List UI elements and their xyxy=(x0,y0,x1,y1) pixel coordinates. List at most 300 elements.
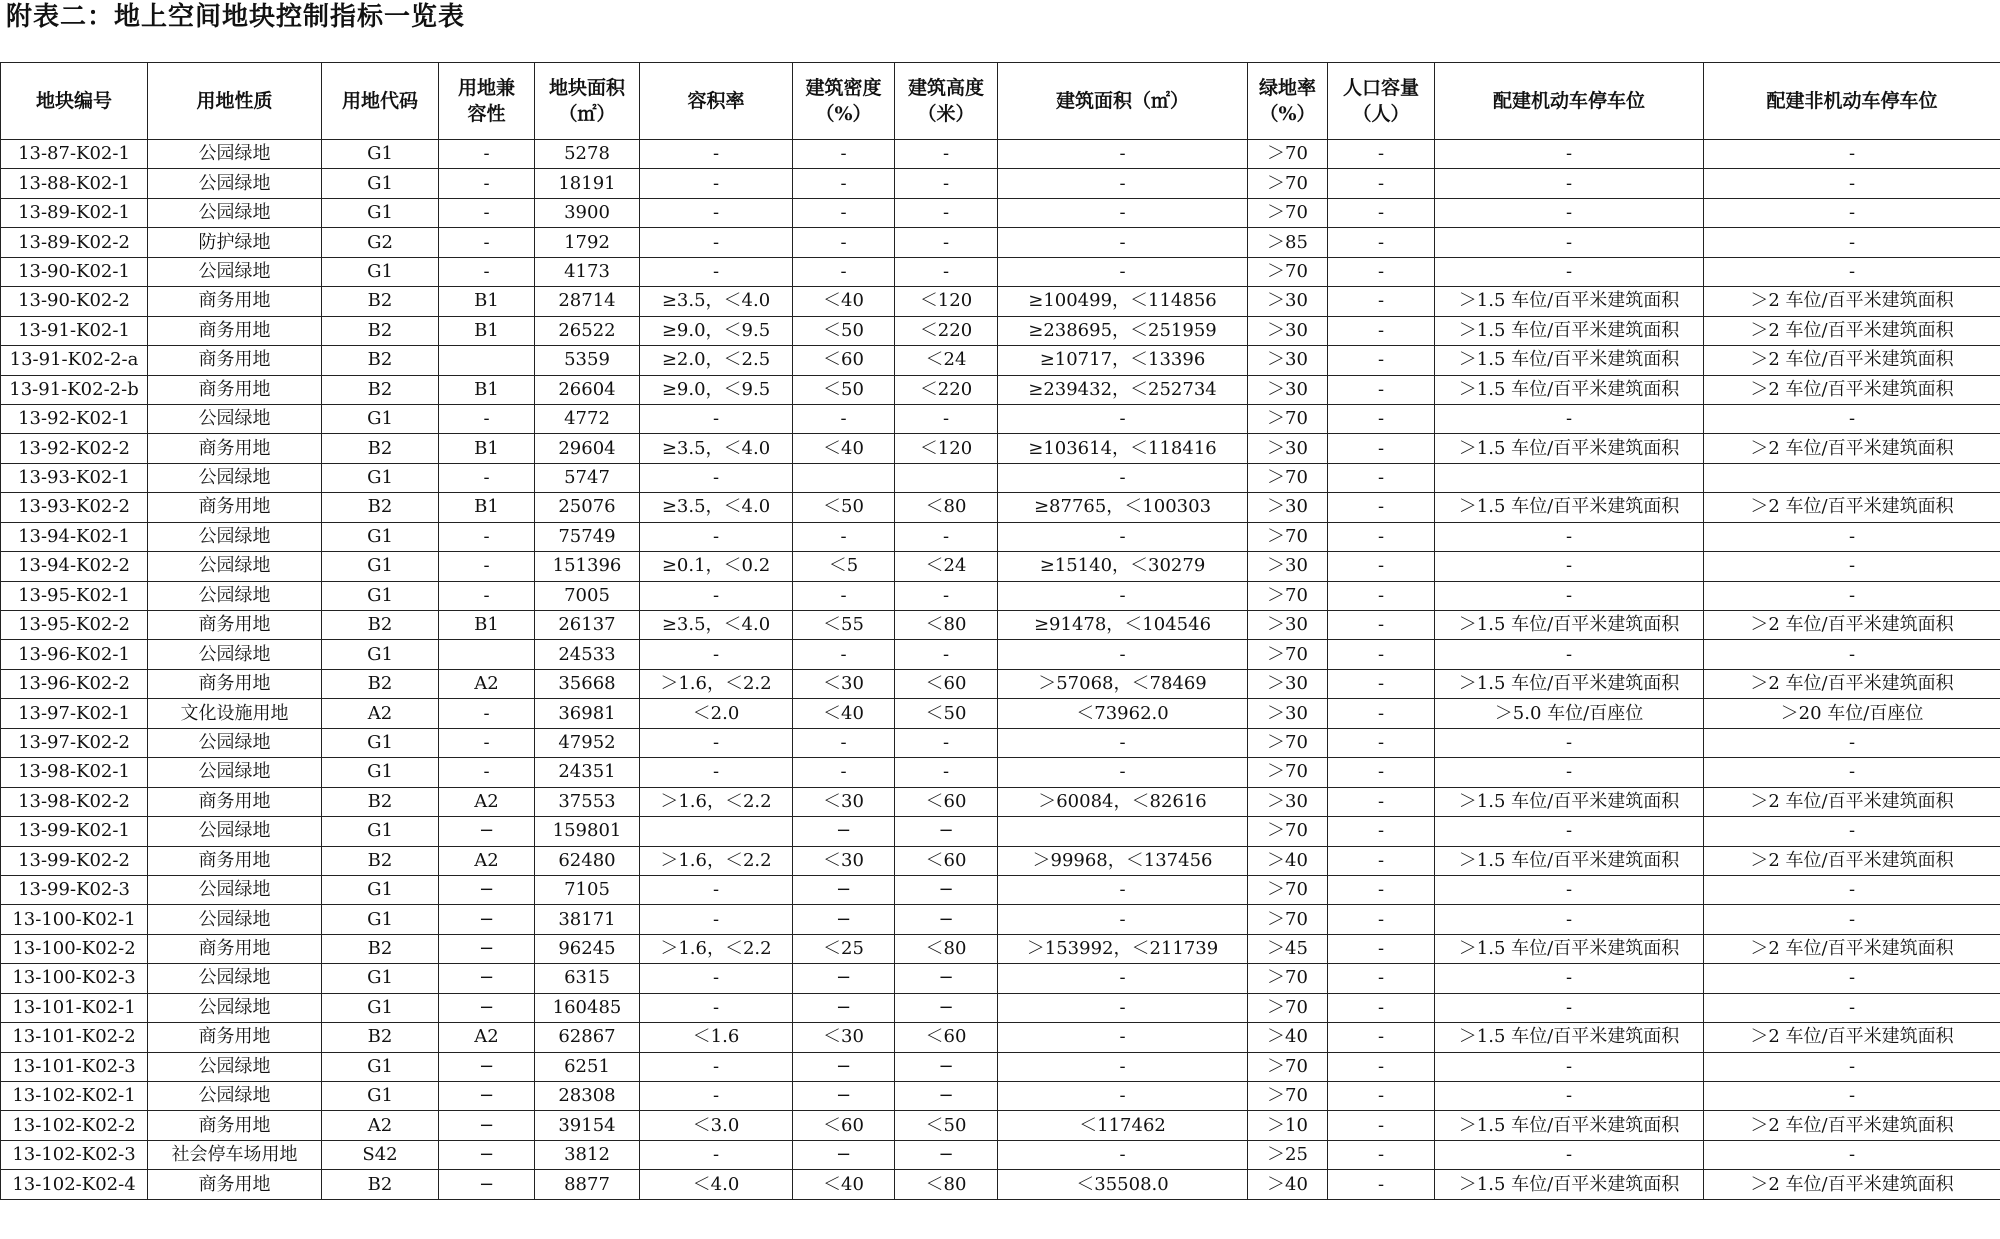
table-cell: ＞2 车位/百平米建筑面积 xyxy=(1704,493,2000,522)
table-cell: 13-98-K02-2 xyxy=(1,787,148,816)
table-cell: ＞30 xyxy=(1248,552,1328,581)
table-cell: ＜60 xyxy=(793,1111,895,1140)
table-cell: - xyxy=(895,640,998,669)
table-cell: ＜55 xyxy=(793,611,895,640)
table-cell: - xyxy=(1328,140,1435,169)
table-cell: ＞70 xyxy=(1248,1052,1328,1081)
table-cell: G1 xyxy=(322,1082,439,1111)
table-row xyxy=(1,669,2000,698)
table-cell: 公园绿地 xyxy=(148,140,322,169)
table-cell: 6251 xyxy=(535,1052,640,1081)
table-cell: - xyxy=(1328,934,1435,963)
table-cell: - xyxy=(1328,404,1435,433)
table-cell: - xyxy=(439,169,535,198)
table-cell: G1 xyxy=(322,581,439,610)
table-cell: - xyxy=(1328,493,1435,522)
table-cell: - xyxy=(640,140,793,169)
table-cell: 159801 xyxy=(535,817,640,846)
table-cell: ＜80 xyxy=(895,1170,998,1199)
table-cell: 37553 xyxy=(535,787,640,816)
table-cell: 5278 xyxy=(535,140,640,169)
table-cell: - xyxy=(1435,905,1704,934)
table-cell: - xyxy=(1328,522,1435,551)
table-cell: − xyxy=(439,1082,535,1111)
table-cell: 公园绿地 xyxy=(148,875,322,904)
table-cell: ＞70 xyxy=(1248,140,1328,169)
table-cell: 26604 xyxy=(535,375,640,404)
table-cell: - xyxy=(998,993,1248,1022)
table-cell: - xyxy=(1704,905,2000,934)
table-row xyxy=(1,346,2000,375)
table-cell: - xyxy=(1704,140,2000,169)
table-cell xyxy=(1435,463,1704,492)
table-cell: ＜25 xyxy=(793,934,895,963)
table-cell: ＜73962.0 xyxy=(998,699,1248,728)
table-cell: - xyxy=(793,228,895,257)
table-cell: - xyxy=(640,875,793,904)
table-row xyxy=(1,817,2000,846)
table-cell: G1 xyxy=(322,640,439,669)
table-cell: - xyxy=(1704,640,2000,669)
table-cell: ＞70 xyxy=(1248,257,1328,286)
table-cell: 28714 xyxy=(535,287,640,316)
table-cell: - xyxy=(640,993,793,1022)
table-cell: ＞70 xyxy=(1248,964,1328,993)
table-row xyxy=(1,1082,2000,1111)
table-cell: 13-91-K02-2-b xyxy=(1,375,148,404)
table-cell: ＜30 xyxy=(793,787,895,816)
table-cell: - xyxy=(640,257,793,286)
table-cell: 13-94-K02-2 xyxy=(1,552,148,581)
column-header: 人口容量 （人） xyxy=(1328,63,1435,140)
table-row xyxy=(1,287,2000,316)
table-cell: 13-101-K02-3 xyxy=(1,1052,148,1081)
table-cell: - xyxy=(1704,257,2000,286)
column-header: 配建机动车停车位 xyxy=(1435,63,1704,140)
table-cell: ＜40 xyxy=(793,287,895,316)
table-cell: - xyxy=(640,404,793,433)
table-cell: ≥239432，＜252734 xyxy=(998,375,1248,404)
table-cell: 13-102-K02-4 xyxy=(1,1170,148,1199)
table-cell: ＞30 xyxy=(1248,787,1328,816)
table-row xyxy=(1,316,2000,345)
table-cell: ＞1.5 车位/百平米建筑面积 xyxy=(1435,287,1704,316)
table-cell: - xyxy=(640,169,793,198)
table-cell: ＞2 车位/百平米建筑面积 xyxy=(1704,346,2000,375)
table-cell: - xyxy=(640,905,793,934)
table-cell: G1 xyxy=(322,552,439,581)
table-cell: 商务用地 xyxy=(148,934,322,963)
table-cell: − xyxy=(439,934,535,963)
table-cell: − xyxy=(793,1082,895,1111)
table-cell: - xyxy=(1328,316,1435,345)
table-cell: 13-92-K02-1 xyxy=(1,404,148,433)
table-cell: − xyxy=(793,817,895,846)
table-cell xyxy=(439,346,535,375)
table-cell: - xyxy=(895,758,998,787)
table-cell: - xyxy=(1328,611,1435,640)
table-cell: 公园绿地 xyxy=(148,964,322,993)
table-cell: A2 xyxy=(322,1111,439,1140)
table-cell: 6315 xyxy=(535,964,640,993)
table-cell: - xyxy=(1328,964,1435,993)
table-cell: 13-102-K02-3 xyxy=(1,1140,148,1169)
table-cell xyxy=(439,640,535,669)
table-cell: 62480 xyxy=(535,846,640,875)
table-cell: ＞70 xyxy=(1248,817,1328,846)
table-row xyxy=(1,1023,2000,1052)
table-cell: 公园绿地 xyxy=(148,1082,322,1111)
table-cell: - xyxy=(1328,846,1435,875)
table-cell: ＜60 xyxy=(895,846,998,875)
table-cell: ＞1.5 车位/百平米建筑面积 xyxy=(1435,1023,1704,1052)
table-cell: - xyxy=(998,140,1248,169)
table-cell: B1 xyxy=(439,287,535,316)
table-cell: ＞2 车位/百平米建筑面积 xyxy=(1704,934,2000,963)
column-header: 配建非机动车停车位 xyxy=(1704,63,2000,140)
table-cell: - xyxy=(1328,669,1435,698)
table-cell: ≥87765，＜100303 xyxy=(998,493,1248,522)
table-cell: - xyxy=(640,1082,793,1111)
table-cell: - xyxy=(439,140,535,169)
table-cell: G1 xyxy=(322,728,439,757)
table-cell: ＞2 车位/百平米建筑面积 xyxy=(1704,846,2000,875)
table-cell: 公园绿地 xyxy=(148,817,322,846)
table-row xyxy=(1,522,2000,551)
table-cell: − xyxy=(793,1140,895,1169)
table-cell: A2 xyxy=(439,846,535,875)
table-cell: - xyxy=(439,198,535,227)
table-cell: 29604 xyxy=(535,434,640,463)
table-cell: − xyxy=(439,1140,535,1169)
table-cell: A2 xyxy=(439,1023,535,1052)
table-cell: G1 xyxy=(322,993,439,1022)
table-cell: ＜50 xyxy=(793,493,895,522)
table-cell: - xyxy=(1704,581,2000,610)
table-cell: 39154 xyxy=(535,1111,640,1140)
table-cell: - xyxy=(998,1052,1248,1081)
table-cell: 13-101-K02-2 xyxy=(1,1023,148,1052)
table-cell: ≥103614，＜118416 xyxy=(998,434,1248,463)
column-header: 用地代码 xyxy=(322,63,439,140)
table-cell: B2 xyxy=(322,611,439,640)
table-cell: 公园绿地 xyxy=(148,257,322,286)
table-cell: ＜50 xyxy=(793,316,895,345)
table-cell: 13-92-K02-2 xyxy=(1,434,148,463)
table-cell xyxy=(793,463,895,492)
table-cell: 公园绿地 xyxy=(148,198,322,227)
table-cell: − xyxy=(895,1140,998,1169)
table-cell: - xyxy=(1435,169,1704,198)
table-cell: ＞2 车位/百平米建筑面积 xyxy=(1704,1023,2000,1052)
table-cell: 13-96-K02-1 xyxy=(1,640,148,669)
table-cell: − xyxy=(793,875,895,904)
table-cell: - xyxy=(1328,287,1435,316)
table-row xyxy=(1,699,2000,728)
table-cell: 13-99-K02-2 xyxy=(1,846,148,875)
table-cell: 24351 xyxy=(535,758,640,787)
table-cell: - xyxy=(1328,993,1435,1022)
table-cell: - xyxy=(640,1052,793,1081)
table-row xyxy=(1,404,2000,433)
table-cell: B2 xyxy=(322,787,439,816)
table-cell: 1792 xyxy=(535,228,640,257)
table-cell: - xyxy=(1435,758,1704,787)
table-cell: - xyxy=(1435,140,1704,169)
table-cell: 3900 xyxy=(535,198,640,227)
table-cell: - xyxy=(1328,1052,1435,1081)
table-cell: ＞1.5 车位/百平米建筑面积 xyxy=(1435,846,1704,875)
table-cell: ＞30 xyxy=(1248,699,1328,728)
table-cell: 62867 xyxy=(535,1023,640,1052)
table-cell: 13-96-K02-2 xyxy=(1,669,148,698)
column-header: 容积率 xyxy=(640,63,793,140)
table-cell: ＜40 xyxy=(793,699,895,728)
table-cell: − xyxy=(793,993,895,1022)
table-row xyxy=(1,463,2000,492)
table-cell: ＜50 xyxy=(895,1111,998,1140)
table-cell: - xyxy=(998,640,1248,669)
table-cell: 13-95-K02-2 xyxy=(1,611,148,640)
table-cell: 公园绿地 xyxy=(148,993,322,1022)
table-cell: 公园绿地 xyxy=(148,169,322,198)
table-cell: ＜2.0 xyxy=(640,699,793,728)
table-cell: G1 xyxy=(322,522,439,551)
table-cell: B2 xyxy=(322,316,439,345)
table-cell: ＞2 车位/百平米建筑面积 xyxy=(1704,287,2000,316)
column-header: 建筑面积（㎡） xyxy=(998,63,1248,140)
table-cell: − xyxy=(439,817,535,846)
table-cell: 商务用地 xyxy=(148,1023,322,1052)
table-row xyxy=(1,552,2000,581)
table-cell: − xyxy=(895,905,998,934)
table-cell: 商务用地 xyxy=(148,375,322,404)
table-cell: ＜35508.0 xyxy=(998,1170,1248,1199)
table-cell: ＞70 xyxy=(1248,875,1328,904)
table-row xyxy=(1,228,2000,257)
table-cell: ＞70 xyxy=(1248,1082,1328,1111)
table-cell: 3812 xyxy=(535,1140,640,1169)
table-row xyxy=(1,1052,2000,1081)
table-cell: ＞70 xyxy=(1248,993,1328,1022)
control-index-table xyxy=(0,62,2000,1200)
table-cell: - xyxy=(998,228,1248,257)
table-cell: − xyxy=(439,1111,535,1140)
table-cell: 26522 xyxy=(535,316,640,345)
table-cell: - xyxy=(895,228,998,257)
table-cell: - xyxy=(1704,875,2000,904)
table-cell: - xyxy=(895,257,998,286)
table-cell: ＞1.5 车位/百平米建筑面积 xyxy=(1435,434,1704,463)
table-cell: G2 xyxy=(322,228,439,257)
table-cell: B1 xyxy=(439,611,535,640)
table-cell: ＜4.0 xyxy=(640,1170,793,1199)
table-cell: G1 xyxy=(322,875,439,904)
table-cell: - xyxy=(1704,964,2000,993)
table-cell: G1 xyxy=(322,404,439,433)
table-cell: − xyxy=(793,964,895,993)
table-cell: - xyxy=(1328,1170,1435,1199)
table-cell: 公园绿地 xyxy=(148,905,322,934)
table-cell: ＞30 xyxy=(1248,669,1328,698)
table-cell: ＞1.5 车位/百平米建筑面积 xyxy=(1435,787,1704,816)
table-cell: 13-88-K02-1 xyxy=(1,169,148,198)
table-cell: 商务用地 xyxy=(148,611,322,640)
table-cell: ＞20 车位/百座位 xyxy=(1704,699,2000,728)
table-cell: - xyxy=(793,404,895,433)
table-cell: - xyxy=(1704,817,2000,846)
table-cell: - xyxy=(439,257,535,286)
table-cell: ＞1.5 车位/百平米建筑面积 xyxy=(1435,934,1704,963)
table-cell: - xyxy=(640,1140,793,1169)
table-cell: ≥15140，＜30279 xyxy=(998,552,1248,581)
table-cell: - xyxy=(1328,257,1435,286)
table-cell: - xyxy=(439,404,535,433)
table-cell: 4173 xyxy=(535,257,640,286)
table-cell: - xyxy=(1435,552,1704,581)
table-cell: 160485 xyxy=(535,993,640,1022)
table-cell: 13-87-K02-1 xyxy=(1,140,148,169)
table-cell: - xyxy=(439,228,535,257)
table-cell: 13-100-K02-3 xyxy=(1,964,148,993)
table-cell: 文化设施用地 xyxy=(148,699,322,728)
table-cell: B2 xyxy=(322,375,439,404)
table-cell: - xyxy=(793,522,895,551)
table-cell: - xyxy=(998,758,1248,787)
table-cell: − xyxy=(895,993,998,1022)
table-cell: ＞1.5 车位/百平米建筑面积 xyxy=(1435,375,1704,404)
table-cell: - xyxy=(1328,1111,1435,1140)
table-cell: - xyxy=(1435,640,1704,669)
table-cell: ＞2 车位/百平米建筑面积 xyxy=(1704,611,2000,640)
table-cell: ＜60 xyxy=(895,787,998,816)
table-cell: ＞30 xyxy=(1248,375,1328,404)
column-header: 用地兼 容性 xyxy=(439,63,535,140)
table-cell: 7005 xyxy=(535,581,640,610)
table-cell: 8877 xyxy=(535,1170,640,1199)
table-cell: B2 xyxy=(322,1170,439,1199)
table-cell: 商务用地 xyxy=(148,669,322,698)
table-cell: ＞5.0 车位/百座位 xyxy=(1435,699,1704,728)
table-cell: - xyxy=(998,875,1248,904)
table-cell: − xyxy=(895,817,998,846)
table-cell: ＜5 xyxy=(793,552,895,581)
table-cell: - xyxy=(1435,875,1704,904)
table-cell: - xyxy=(1704,552,2000,581)
table-cell xyxy=(998,817,1248,846)
table-cell: G1 xyxy=(322,257,439,286)
table-cell: - xyxy=(895,728,998,757)
table-cell: ＞153992，＜211739 xyxy=(998,934,1248,963)
table-cell: - xyxy=(895,404,998,433)
table-cell: ＞25 xyxy=(1248,1140,1328,1169)
table-cell: - xyxy=(1704,1052,2000,1081)
table-cell: - xyxy=(1435,1082,1704,1111)
table-cell: - xyxy=(1328,758,1435,787)
table-cell: - xyxy=(1704,198,2000,227)
table-cell: ＞1.5 车位/百平米建筑面积 xyxy=(1435,1111,1704,1140)
table-cell: 5747 xyxy=(535,463,640,492)
table-cell: 28308 xyxy=(535,1082,640,1111)
table-cell: ＞1.5 车位/百平米建筑面积 xyxy=(1435,346,1704,375)
page-title: 附表二：地上空间地块控制指标一览表 xyxy=(6,2,466,32)
table-cell: 商务用地 xyxy=(148,787,322,816)
table-row xyxy=(1,758,2000,787)
table-cell: 防护绿地 xyxy=(148,228,322,257)
table-cell: - xyxy=(640,728,793,757)
table-cell: - xyxy=(640,463,793,492)
table-cell: 13-95-K02-1 xyxy=(1,581,148,610)
table-cell: ＞70 xyxy=(1248,581,1328,610)
column-header: 绿地率 （%） xyxy=(1248,63,1328,140)
table-cell: 公园绿地 xyxy=(148,522,322,551)
table-cell: ＜50 xyxy=(793,375,895,404)
table-cell: - xyxy=(640,581,793,610)
table-cell: ＜30 xyxy=(793,1023,895,1052)
table-cell: - xyxy=(998,1023,1248,1052)
table-row xyxy=(1,728,2000,757)
table-cell: 36981 xyxy=(535,699,640,728)
table-cell: ＞2 车位/百平米建筑面积 xyxy=(1704,669,2000,698)
table-cell: − xyxy=(439,964,535,993)
table-cell: ＜220 xyxy=(895,316,998,345)
table-cell: B1 xyxy=(439,493,535,522)
table-cell: ＞1.5 车位/百平米建筑面积 xyxy=(1435,1170,1704,1199)
table-row xyxy=(1,846,2000,875)
table-cell: - xyxy=(1328,1082,1435,1111)
table-cell: ≥3.5，＜4.0 xyxy=(640,611,793,640)
table-cell: ＜80 xyxy=(895,611,998,640)
table-cell: B1 xyxy=(439,434,535,463)
table-cell: ＞99968，＜137456 xyxy=(998,846,1248,875)
table-cell: - xyxy=(1435,993,1704,1022)
table-cell: 24533 xyxy=(535,640,640,669)
table-cell: 商务用地 xyxy=(148,846,322,875)
table-cell: G1 xyxy=(322,140,439,169)
table-cell: 13-91-K02-2-a xyxy=(1,346,148,375)
table-cell: B2 xyxy=(322,669,439,698)
table-cell: 商务用地 xyxy=(148,1170,322,1199)
table-cell: 商务用地 xyxy=(148,493,322,522)
table-cell: - xyxy=(1704,993,2000,1022)
table-cell: - xyxy=(793,169,895,198)
table-cell: ＜30 xyxy=(793,846,895,875)
table-cell: ＞2 车位/百平米建筑面积 xyxy=(1704,787,2000,816)
table-cell: 商务用地 xyxy=(148,1111,322,1140)
table-cell: - xyxy=(640,640,793,669)
table-cell: ＜24 xyxy=(895,552,998,581)
table-cell: 商务用地 xyxy=(148,287,322,316)
table-cell: 13-99-K02-3 xyxy=(1,875,148,904)
table-cell: ＜40 xyxy=(793,1170,895,1199)
table-cell: 35668 xyxy=(535,669,640,698)
table-cell: - xyxy=(1435,404,1704,433)
table-cell: 26137 xyxy=(535,611,640,640)
table-cell: 13-102-K02-2 xyxy=(1,1111,148,1140)
table-cell: 公园绿地 xyxy=(148,581,322,610)
table-cell: ＞2 车位/百平米建筑面积 xyxy=(1704,316,2000,345)
table-cell: ≥3.5，＜4.0 xyxy=(640,287,793,316)
table-cell: - xyxy=(1704,169,2000,198)
table-cell: 38171 xyxy=(535,905,640,934)
table-cell: - xyxy=(1328,905,1435,934)
table-cell: - xyxy=(439,728,535,757)
table-cell xyxy=(1704,463,2000,492)
table-cell: ＞60084，＜82616 xyxy=(998,787,1248,816)
table-cell: 18191 xyxy=(535,169,640,198)
table-cell: - xyxy=(1704,728,2000,757)
table-cell: ＞40 xyxy=(1248,1170,1328,1199)
